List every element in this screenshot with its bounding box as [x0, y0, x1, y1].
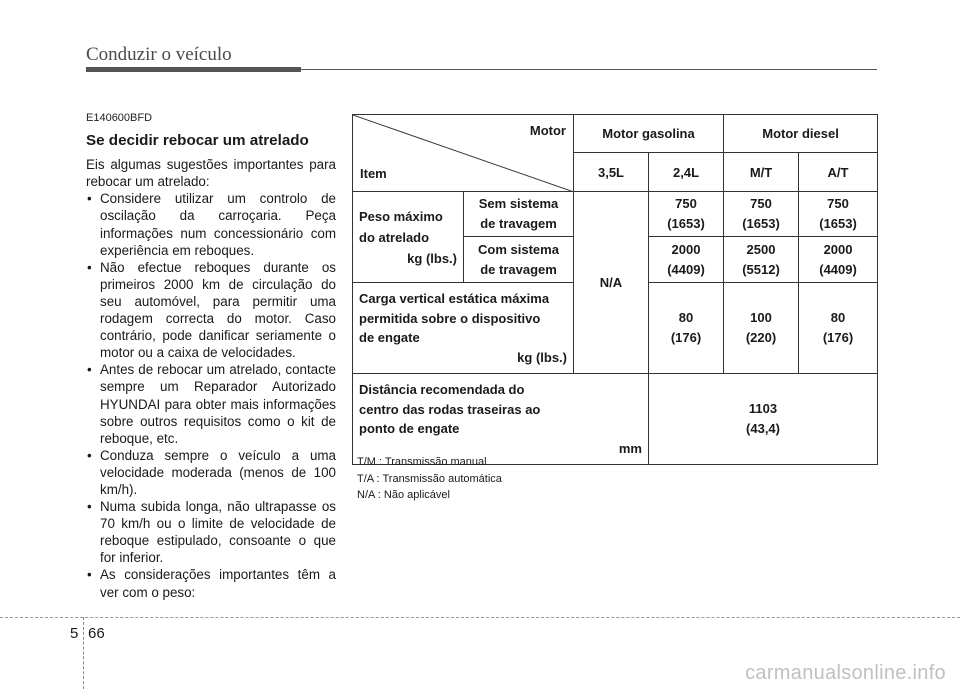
- gasoline-header: Motor gasolina: [574, 115, 724, 153]
- list-item: • As considerações importantes têm a ver com o peso:: [86, 566, 336, 600]
- distance-value-cell: [649, 374, 878, 465]
- cell-value: 750: [750, 196, 772, 211]
- note-item: T/M : Transmissão manual: [357, 456, 487, 468]
- cell-value: (43,4): [746, 421, 780, 436]
- engine-2-4l-header: 2,4L: [649, 153, 724, 192]
- distance-line2: centro das rodas traseiras ao: [359, 401, 541, 417]
- corner-item-label: Item: [360, 166, 387, 181]
- cell-value: 100: [750, 310, 772, 325]
- cell-value: 2500: [746, 241, 776, 257]
- chapter-number: 5: [70, 625, 79, 642]
- table-cell: [649, 283, 724, 374]
- distance-line3: ponto de engate: [359, 421, 460, 436]
- section-title: Se decidir rebocar um atrelado: [86, 132, 309, 150]
- section-code: E140600BFD: [86, 112, 153, 124]
- na-cell: N/A: [574, 192, 649, 374]
- header-bar: [86, 67, 301, 72]
- note-item: N/A : Não aplicável: [357, 489, 450, 501]
- distance-unit: mm: [618, 440, 642, 456]
- no-brake-label: [464, 192, 574, 237]
- section-intro: Eis algumas sugestões importantes para rebocar um atrelado:: [86, 157, 336, 190]
- cell-value: (1653): [819, 216, 857, 231]
- with-brake-line2: de travagem: [480, 261, 557, 277]
- max-weight-line1: Peso máximo: [359, 208, 443, 224]
- cell-value: 2000: [823, 241, 853, 257]
- diesel-mt-header: M/T: [724, 153, 799, 192]
- list-item: • Não efectue reboques durante os primeiros 2000 km de circulação do seu automóvel, para permitir uma rodagem correcta do motor. Caso contrário, pode danificar seriamente o motor ou a caixa de velocidades.: [86, 259, 336, 362]
- tips-list: [86, 190, 336, 600]
- table-cell: [799, 283, 878, 374]
- table-cell: [799, 237, 878, 283]
- vertical-load-line2: permitida sobre o dispositivo: [359, 310, 541, 326]
- table-notes: [357, 454, 502, 504]
- footer-dashed-divider: [83, 617, 85, 689]
- max-weight-line2: do atrelado: [359, 229, 430, 245]
- distance-line1: Distância recomendada do: [359, 382, 525, 397]
- no-brake-line1: Sem sistema: [478, 196, 559, 211]
- cell-value: 750: [675, 196, 697, 211]
- table-cell: [724, 283, 799, 374]
- cell-value: (4409): [667, 261, 705, 277]
- list-item: • Antes de rebocar um atrelado, contacte sempre um Reparador Autorizado HYUNDAI para obter mais informações sobre outros requisitos como o kit de reboque, etc.: [86, 361, 336, 446]
- table-cell: [799, 192, 878, 237]
- table-cell: [649, 192, 724, 237]
- vertical-load-line3: de engate: [359, 330, 420, 345]
- cell-value: 1103: [748, 401, 778, 416]
- list-item: • Numa subida longa, não ultrapasse os 70 km/h ou o limite de velocidade de reboque estipulado, consoante o que for inferior.: [86, 498, 336, 566]
- cell-value: (1653): [667, 216, 705, 231]
- diesel-header: Motor diesel: [724, 115, 878, 153]
- table-cell: [724, 237, 799, 283]
- cell-value: 80: [678, 310, 694, 325]
- max-weight-label: [353, 192, 464, 283]
- cell-value: 80: [830, 310, 846, 325]
- vertical-load-unit: kg (lbs.): [517, 349, 567, 365]
- cell-value: 2000: [671, 241, 701, 257]
- vertical-load-label: [353, 283, 574, 374]
- no-brake-line2: de travagem: [480, 216, 557, 231]
- engine-3-5l-header: 3,5L: [574, 153, 649, 192]
- tow-section: [86, 110, 336, 601]
- cell-value: (176): [822, 330, 854, 345]
- list-item: • Considere utilizar um controlo de oscilação da carroçaria. Peça informações num concessionário com experiência em reboques.: [86, 190, 336, 258]
- cell-value: (4409): [819, 261, 857, 277]
- page-number: 66: [88, 625, 105, 642]
- page-header-title: Conduzir o veículo: [86, 44, 232, 65]
- note-item: T/A : Transmissão automática: [357, 472, 502, 485]
- table-corner-cell: [353, 115, 574, 192]
- with-brake-line1: Com sistema: [478, 241, 559, 257]
- table-cell: [649, 237, 724, 283]
- max-weight-unit: kg (lbs.): [407, 250, 457, 266]
- watermark-text: carmanualsonline.info: [745, 662, 946, 684]
- list-item: • Conduza sempre o veículo a uma velocidade moderada (menos de 100 km/h).: [86, 447, 336, 498]
- cell-value: 750: [827, 196, 849, 211]
- with-brake-label: [464, 237, 574, 283]
- distance-label: [353, 374, 649, 465]
- cell-value: (176): [670, 330, 702, 345]
- cell-value: (5512): [742, 261, 780, 277]
- cell-value: (220): [745, 330, 777, 345]
- table-cell: [724, 192, 799, 237]
- towing-spec-table: [352, 114, 877, 456]
- vertical-load-line1: Carga vertical estática máxima: [359, 291, 550, 306]
- diesel-at-header: A/T: [799, 153, 878, 192]
- header-rule: [301, 69, 877, 70]
- footer-dashed-rule: [0, 617, 960, 618]
- corner-motor-label: Motor: [529, 123, 566, 138]
- cell-value: (1653): [742, 216, 780, 231]
